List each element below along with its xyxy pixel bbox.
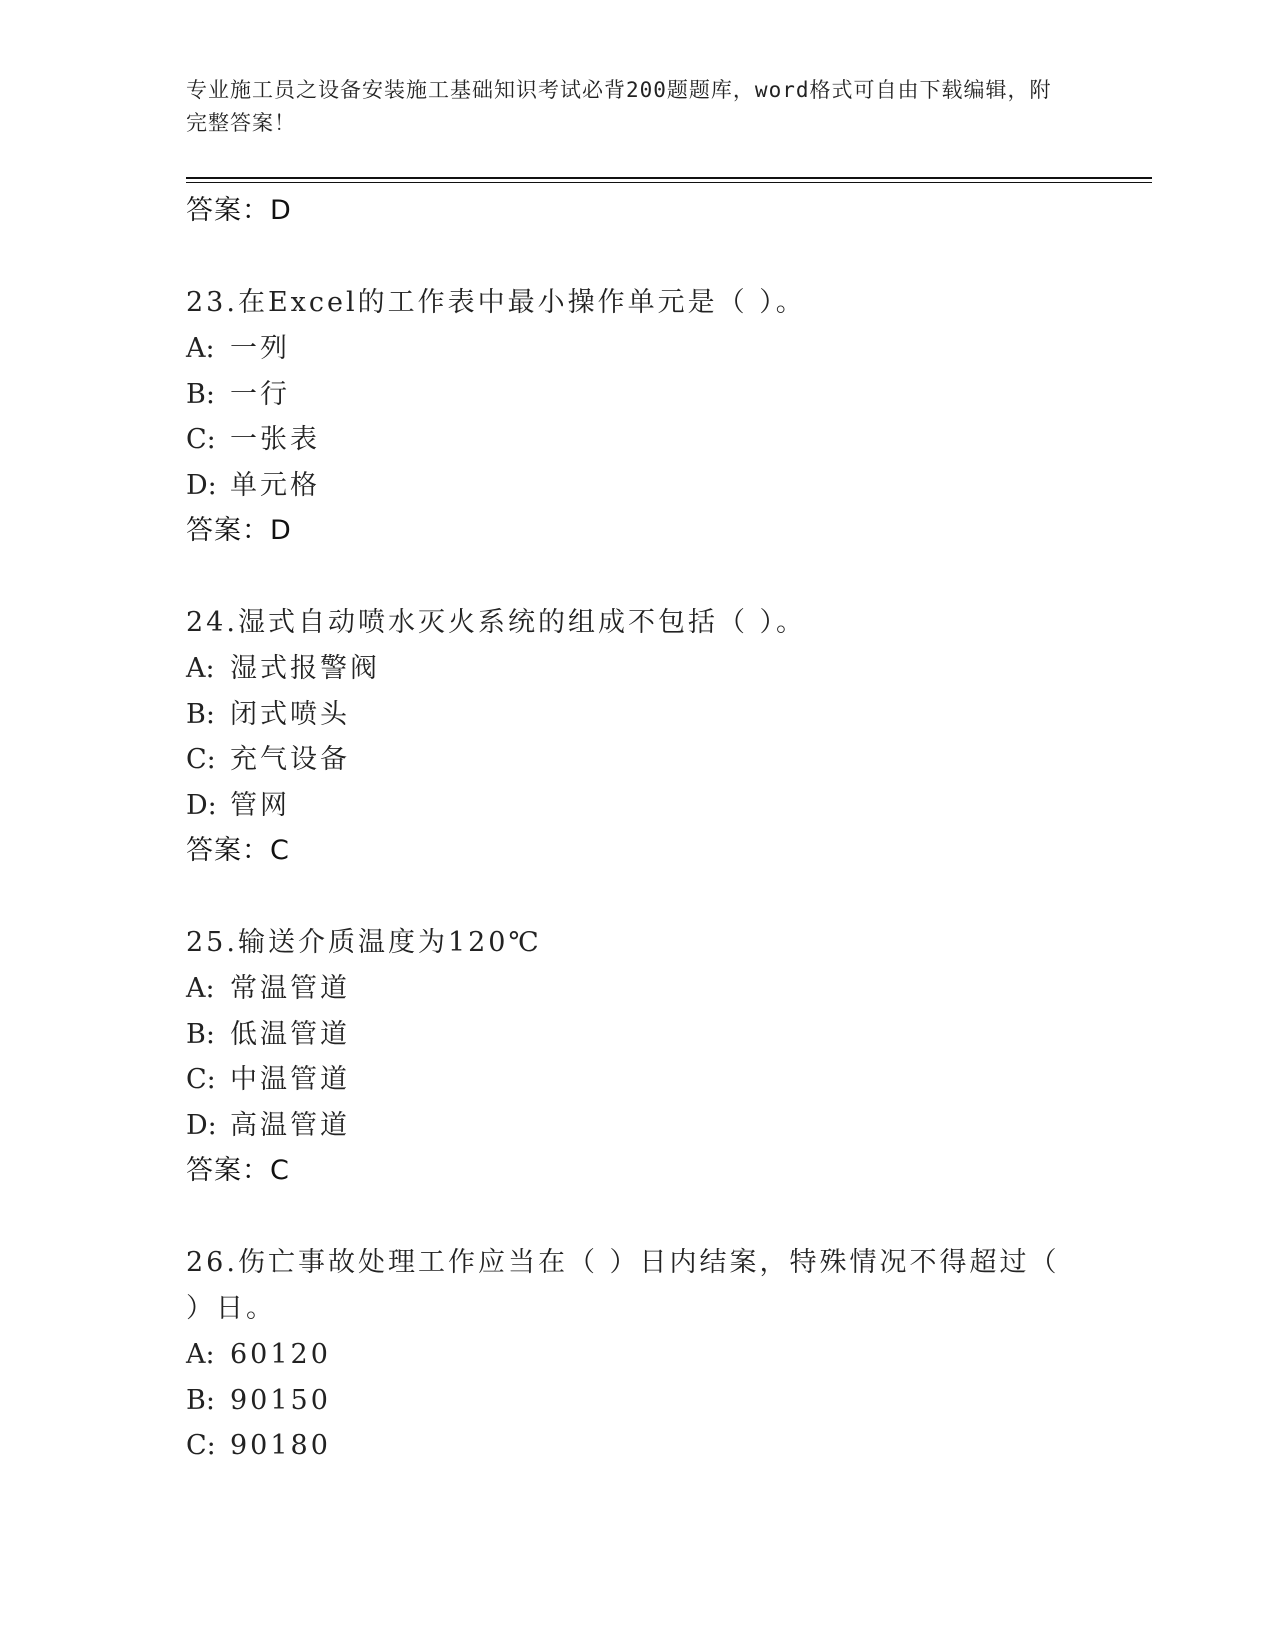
option-letter: B: <box>186 698 215 730</box>
question-text: 25.输送介质温度为120℃ <box>186 927 542 958</box>
option-letter: B: <box>186 1384 215 1416</box>
option-text: 湿式报警阀 <box>230 653 380 684</box>
option-text: 单元格 <box>230 469 320 501</box>
option-text: 充气设备 <box>230 744 350 775</box>
option-text: 一张表 <box>230 424 320 455</box>
block-gap <box>186 234 1066 280</box>
option-text: 一行 <box>230 378 290 410</box>
question-text: 26.伤亡事故处理工作应当在（ ）日内结案，特殊情况不得超过（ ）日。 <box>186 1247 1060 1324</box>
option-letter: C: <box>186 424 216 455</box>
option-item <box>186 1378 1066 1424</box>
header-rule-thin <box>186 182 1152 183</box>
answer-line: 答案：C <box>186 1155 290 1186</box>
question-text: 24.湿式自动喷水灭火系统的组成不包括（ ）。 <box>186 607 807 638</box>
option-text: 60120 <box>230 1339 331 1370</box>
option-letter: B: <box>186 1018 215 1050</box>
option-item <box>186 417 1066 463</box>
option-item <box>186 966 1066 1012</box>
option-letter: C: <box>186 1430 216 1461</box>
document-header: 专业施工员之设备安装施工基础知识考试必背200题题库，word格式可自由下载编辑，附完整答案！ <box>186 78 1052 135</box>
option-letter: D: <box>186 469 217 501</box>
option-item <box>186 737 1066 783</box>
option-item <box>186 1332 1066 1378</box>
question-block <box>186 920 1066 1240</box>
option-text: 管网 <box>230 789 290 821</box>
option-item <box>186 1057 1066 1103</box>
question-list <box>186 188 1066 1469</box>
option-item <box>186 692 1066 738</box>
option-item <box>186 1012 1066 1058</box>
block-gap <box>186 874 1066 920</box>
question-text: 23.在Excel的工作表中最小操作单元是（ ）。 <box>186 287 806 318</box>
option-letter: D: <box>186 789 217 821</box>
block-gap <box>186 554 1066 600</box>
option-text: 闭式喷头 <box>230 698 350 730</box>
option-letter: C: <box>186 1064 216 1095</box>
option-item <box>186 326 1066 372</box>
option-letter: A: <box>186 973 215 1004</box>
question-block <box>186 280 1066 600</box>
option-text: 高温管道 <box>230 1109 350 1141</box>
answer-line: 答案：D <box>186 195 292 226</box>
option-text: 90150 <box>230 1384 331 1416</box>
answer-line: 答案：C <box>186 835 290 866</box>
question-block <box>186 600 1066 920</box>
option-item <box>186 783 1066 829</box>
option-text: 低温管道 <box>230 1018 350 1050</box>
answer-line: 答案：D <box>186 515 292 546</box>
option-text: 一列 <box>230 333 290 364</box>
option-letter: A: <box>186 333 215 364</box>
option-letter: A: <box>186 653 215 684</box>
option-item <box>186 1423 1066 1469</box>
option-letter: D: <box>186 1109 217 1141</box>
option-item <box>186 372 1066 418</box>
option-letter: B: <box>186 378 215 410</box>
header-rule-thick <box>186 177 1152 179</box>
block-gap <box>186 1194 1066 1240</box>
option-item <box>186 1103 1066 1149</box>
option-text: 90180 <box>230 1430 331 1461</box>
option-letter: A: <box>186 1339 215 1370</box>
option-letter: C: <box>186 744 216 775</box>
question-block <box>186 1240 1066 1469</box>
option-text: 常温管道 <box>230 973 350 1004</box>
option-item <box>186 646 1066 692</box>
option-text: 中温管道 <box>230 1064 350 1095</box>
option-item <box>186 463 1066 509</box>
